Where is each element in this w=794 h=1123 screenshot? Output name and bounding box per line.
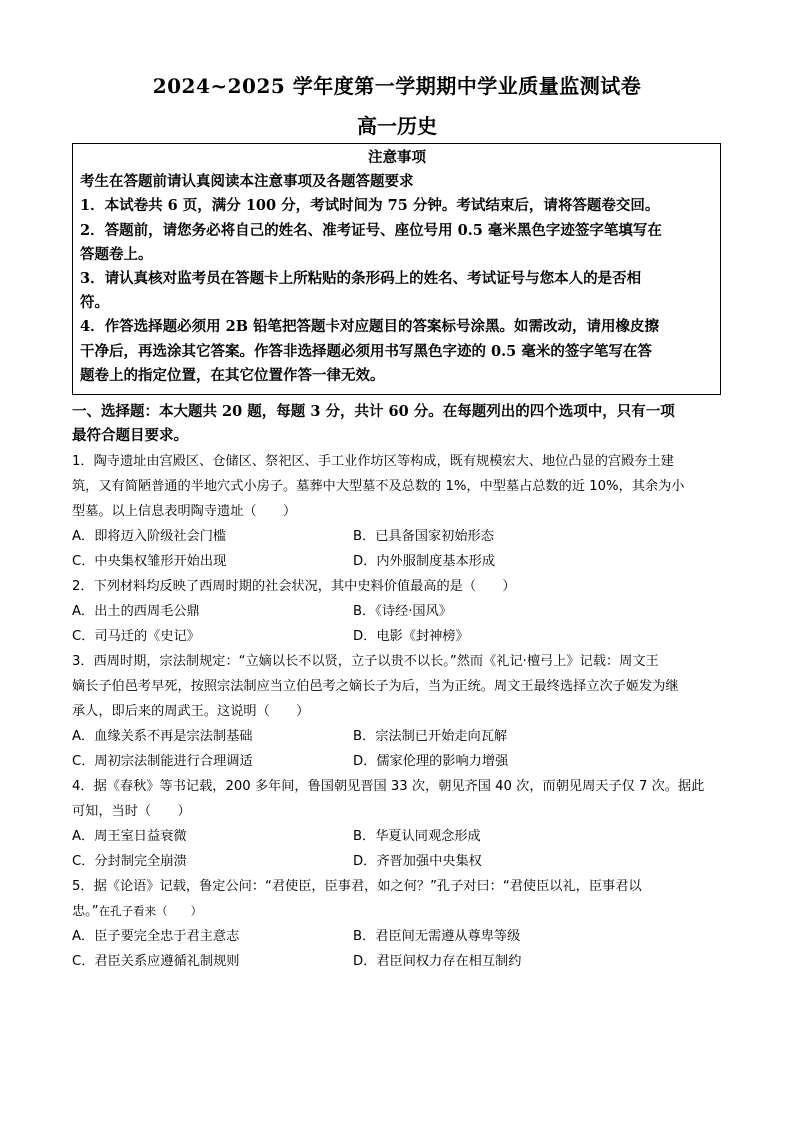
option-a: A．血缘关系不再是宗法制基础 (72, 729, 253, 744)
question-stem-line: 1．陶寺遗址由宫殿区、仓储区、祭祀区、手工业作坊区等构成，既有规模宏大、地位凸显的宫殿夯土建 (72, 454, 674, 469)
option-c: C．君臣关系应遵循礼制规则 (72, 954, 240, 969)
question-stem-line: 筑，又有简陋普通的半地穴式小房子。墓葬中大型墓不及总数的 1%，中型墓占总数的近 10%，其余为小 (72, 479, 685, 494)
option-c: C．司马迁的《史记》 (72, 629, 200, 644)
notice-line: 符。 (80, 294, 109, 312)
option-grid (72, 524, 724, 574)
notice-box (72, 143, 721, 395)
notice-line: 1．本试卷共 6 页，满分 100 分，考试时间为 75 分钟。考试结束后，请将答题卷交回。 (80, 197, 660, 215)
option-b: B．《诗经·国风》 (353, 604, 452, 619)
option-d: D．儒家伦理的影响力增强 (353, 754, 509, 769)
notice-line: 3．请认真核对监考员在答题卡上所粘贴的条形码上的姓名、考试证号与您本人的是否相 (80, 270, 642, 288)
option-grid (72, 599, 724, 649)
notice-heading: 注意事项 (368, 149, 426, 166)
option-c: C．周初宗法制能进行合理调适 (72, 754, 253, 769)
option-a: A．出土的西周毛公鼎 (72, 604, 200, 619)
notice-line: 考生在答题前请认真阅读本注意事项及各题答题要求 (80, 173, 414, 191)
exam-title: 2024~2025 学年度第一学期期中学业质量监测试卷 (152, 74, 642, 98)
notice-line: 2．答题前，请您务必将自己的姓名、准考证号、座位号用 0.5 毫米黑色字迹签字笔填写在 (80, 221, 662, 239)
subject-title: 高一历史 (357, 114, 437, 138)
section-heading-line: 一、选择题：本大题共 20 题，每题 3 分，共计 60 分。在每题列出的四个选项中，只有一项 (72, 403, 675, 420)
option-d: D．齐晋加强中央集权 (353, 854, 482, 869)
option-b: B．华夏认同观念形成 (353, 829, 481, 844)
question-stem-text: 忠。” (72, 904, 99, 919)
option-grid (72, 824, 724, 874)
question-stem-line (72, 899, 724, 924)
notice-line: 干净后，再选涂其它答案。作答非选择题必须用书写黑色字迹的 0.5 毫米的签字笔写在答 (80, 342, 652, 360)
question-3 (72, 649, 724, 774)
question-stem-prompt: 在孔子看来（ ） (98, 904, 203, 918)
option-c: C．中央集权雏形开始出现 (72, 554, 227, 569)
question-5 (72, 874, 724, 974)
question-stem-line: 型墓。以上信息表明陶寺遗址（ ） (72, 504, 297, 519)
option-d: D．内外服制度基本形成 (353, 554, 496, 569)
option-a: A．臣子要完全忠于君主意志 (72, 929, 240, 944)
question-4 (72, 774, 724, 874)
question-list (72, 449, 724, 974)
option-d: D．君臣间权力存在相互制约 (353, 954, 522, 969)
option-c: C．分封制完全崩溃 (72, 854, 187, 869)
option-b: B．已具备国家初始形态 (353, 529, 494, 544)
question-2 (72, 574, 724, 649)
notice-line: 题卷上的指定位置，在其它位置作答一律无效。 (80, 366, 385, 384)
question-stem-line: 3．西周时期，宗法制规定：“立嫡以长不以贤，立子以贵不以长。”然而《礼记·檀弓上》记载：周文王 (72, 654, 659, 669)
option-grid (72, 724, 724, 774)
question-stem-line: 承人，即后来的周武王。这说明（ ） (72, 704, 310, 719)
question-stem-line: 2．下列材料均反映了西周时期的社会状况，其中史料价值最高的是（ ） (72, 579, 516, 594)
option-a: A．即将迈入阶级社会门槛 (72, 529, 227, 544)
question-stem-line: 5．据《论语》记载，鲁定公问：“君使臣，臣事君，如之何？”孔子对曰：“君使臣以礼，臣事君以 (72, 879, 642, 894)
section-heading-line: 最符合题目要求。 (72, 427, 188, 444)
question-stem-line: 可知，当时（ ） (72, 804, 191, 819)
option-grid (72, 924, 724, 974)
notice-line: 4．作答选择题必须用 2B 铅笔把答题卡对应题目的答案标号涂黑。如需改动，请用橡皮擦 (80, 318, 660, 336)
option-b: B．宗法制已开始走向瓦解 (353, 729, 508, 744)
section-heading (72, 400, 732, 448)
option-b: B．君臣间无需遵从尊卑等级 (353, 929, 521, 944)
question-stem-line: 4．据《春秋》等书记载，200 多年间，鲁国朝见晋国 33 次，朝见齐国 40 次，而朝见周天子仅 7 次。据此 (72, 779, 705, 794)
question-1 (72, 449, 724, 574)
option-a: A．周王室日益衰微 (72, 829, 187, 844)
notice-line: 答题卷上。 (80, 245, 153, 263)
option-d: D．电影《封神榜》 (353, 629, 469, 644)
question-stem-line: 嫡长子伯邑考早死，按照宗法制应当立伯邑考之嫡长子为后，当为正统。周文王最终选择立次子姬发为继 (72, 679, 679, 694)
